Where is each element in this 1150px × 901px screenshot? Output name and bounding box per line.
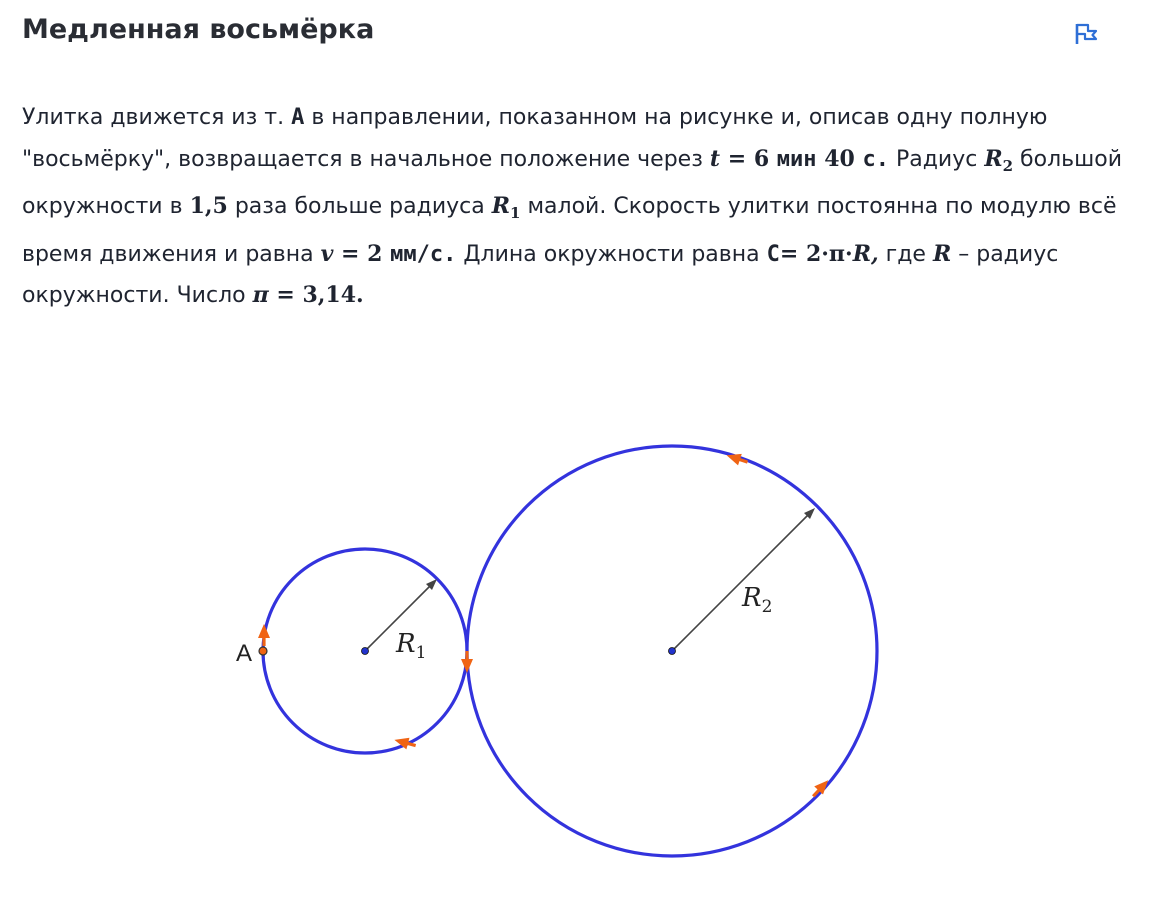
time-unit-min: мин (776, 146, 817, 172)
time-value: = 6 (720, 145, 777, 172)
r2-label-letter: R (742, 583, 762, 613)
direction-arrow-tangent (461, 651, 473, 673)
text-segment: в направлении, показанном на рисунке и, описав одну полную "восьмёрку", возвращается в начальное положение через (22, 105, 1048, 172)
start-point (259, 647, 267, 655)
direction-arrow-large-bottom (809, 776, 833, 800)
r2-variable: R (984, 145, 1003, 172)
circumference-radius: R, (852, 240, 879, 267)
page-title: Медленная восьмёрка (22, 14, 375, 45)
pi-value: = 3,14. (268, 282, 364, 308)
text-segment: – радиус окружности. Число (22, 241, 1059, 308)
circumference-formula: = 2·π· (779, 240, 853, 267)
large-radius-line (672, 512, 811, 651)
r1-label-letter: R (396, 629, 416, 659)
speed-variable: v (320, 240, 334, 267)
text-segment: Радиус (888, 146, 985, 172)
speed-unit: мм/с. (390, 241, 457, 267)
text-segment: где (878, 241, 933, 267)
r2-label (741, 583, 772, 617)
text-segment: малой. Скорость улитки постоянна по модулю всё время движения и равна (22, 194, 1117, 267)
text-segment: раза больше радиуса (227, 194, 492, 219)
small-circle-center (362, 648, 369, 655)
time-seconds-value: 40 (816, 145, 863, 172)
point-name: A (291, 105, 305, 130)
time-unit-sec: с. (862, 146, 889, 172)
r1-variable: R (491, 193, 511, 219)
text-segment: Длина окружности равна (456, 241, 767, 267)
radius-variable: R (932, 240, 952, 267)
start-point-label: A (236, 640, 253, 667)
r1-label-subscript: 1 (415, 643, 427, 663)
ratio-value: 1,5 (189, 193, 228, 219)
large-circle-center (669, 648, 676, 655)
r1-subscript: 1 (510, 204, 521, 222)
pi-symbol: π (252, 282, 269, 308)
r2-subscript: 2 (1002, 156, 1014, 175)
time-variable: t (709, 145, 721, 172)
circumference-variable: C (766, 241, 780, 267)
speed-value: = 2 (333, 240, 391, 267)
r2-label-subscript: 2 (761, 597, 773, 617)
r1-label (395, 629, 426, 663)
direction-arrow-a (258, 624, 270, 646)
text-segment: большой окружности в (22, 146, 1122, 219)
text-segment: Улитка движется из т. (22, 105, 292, 130)
